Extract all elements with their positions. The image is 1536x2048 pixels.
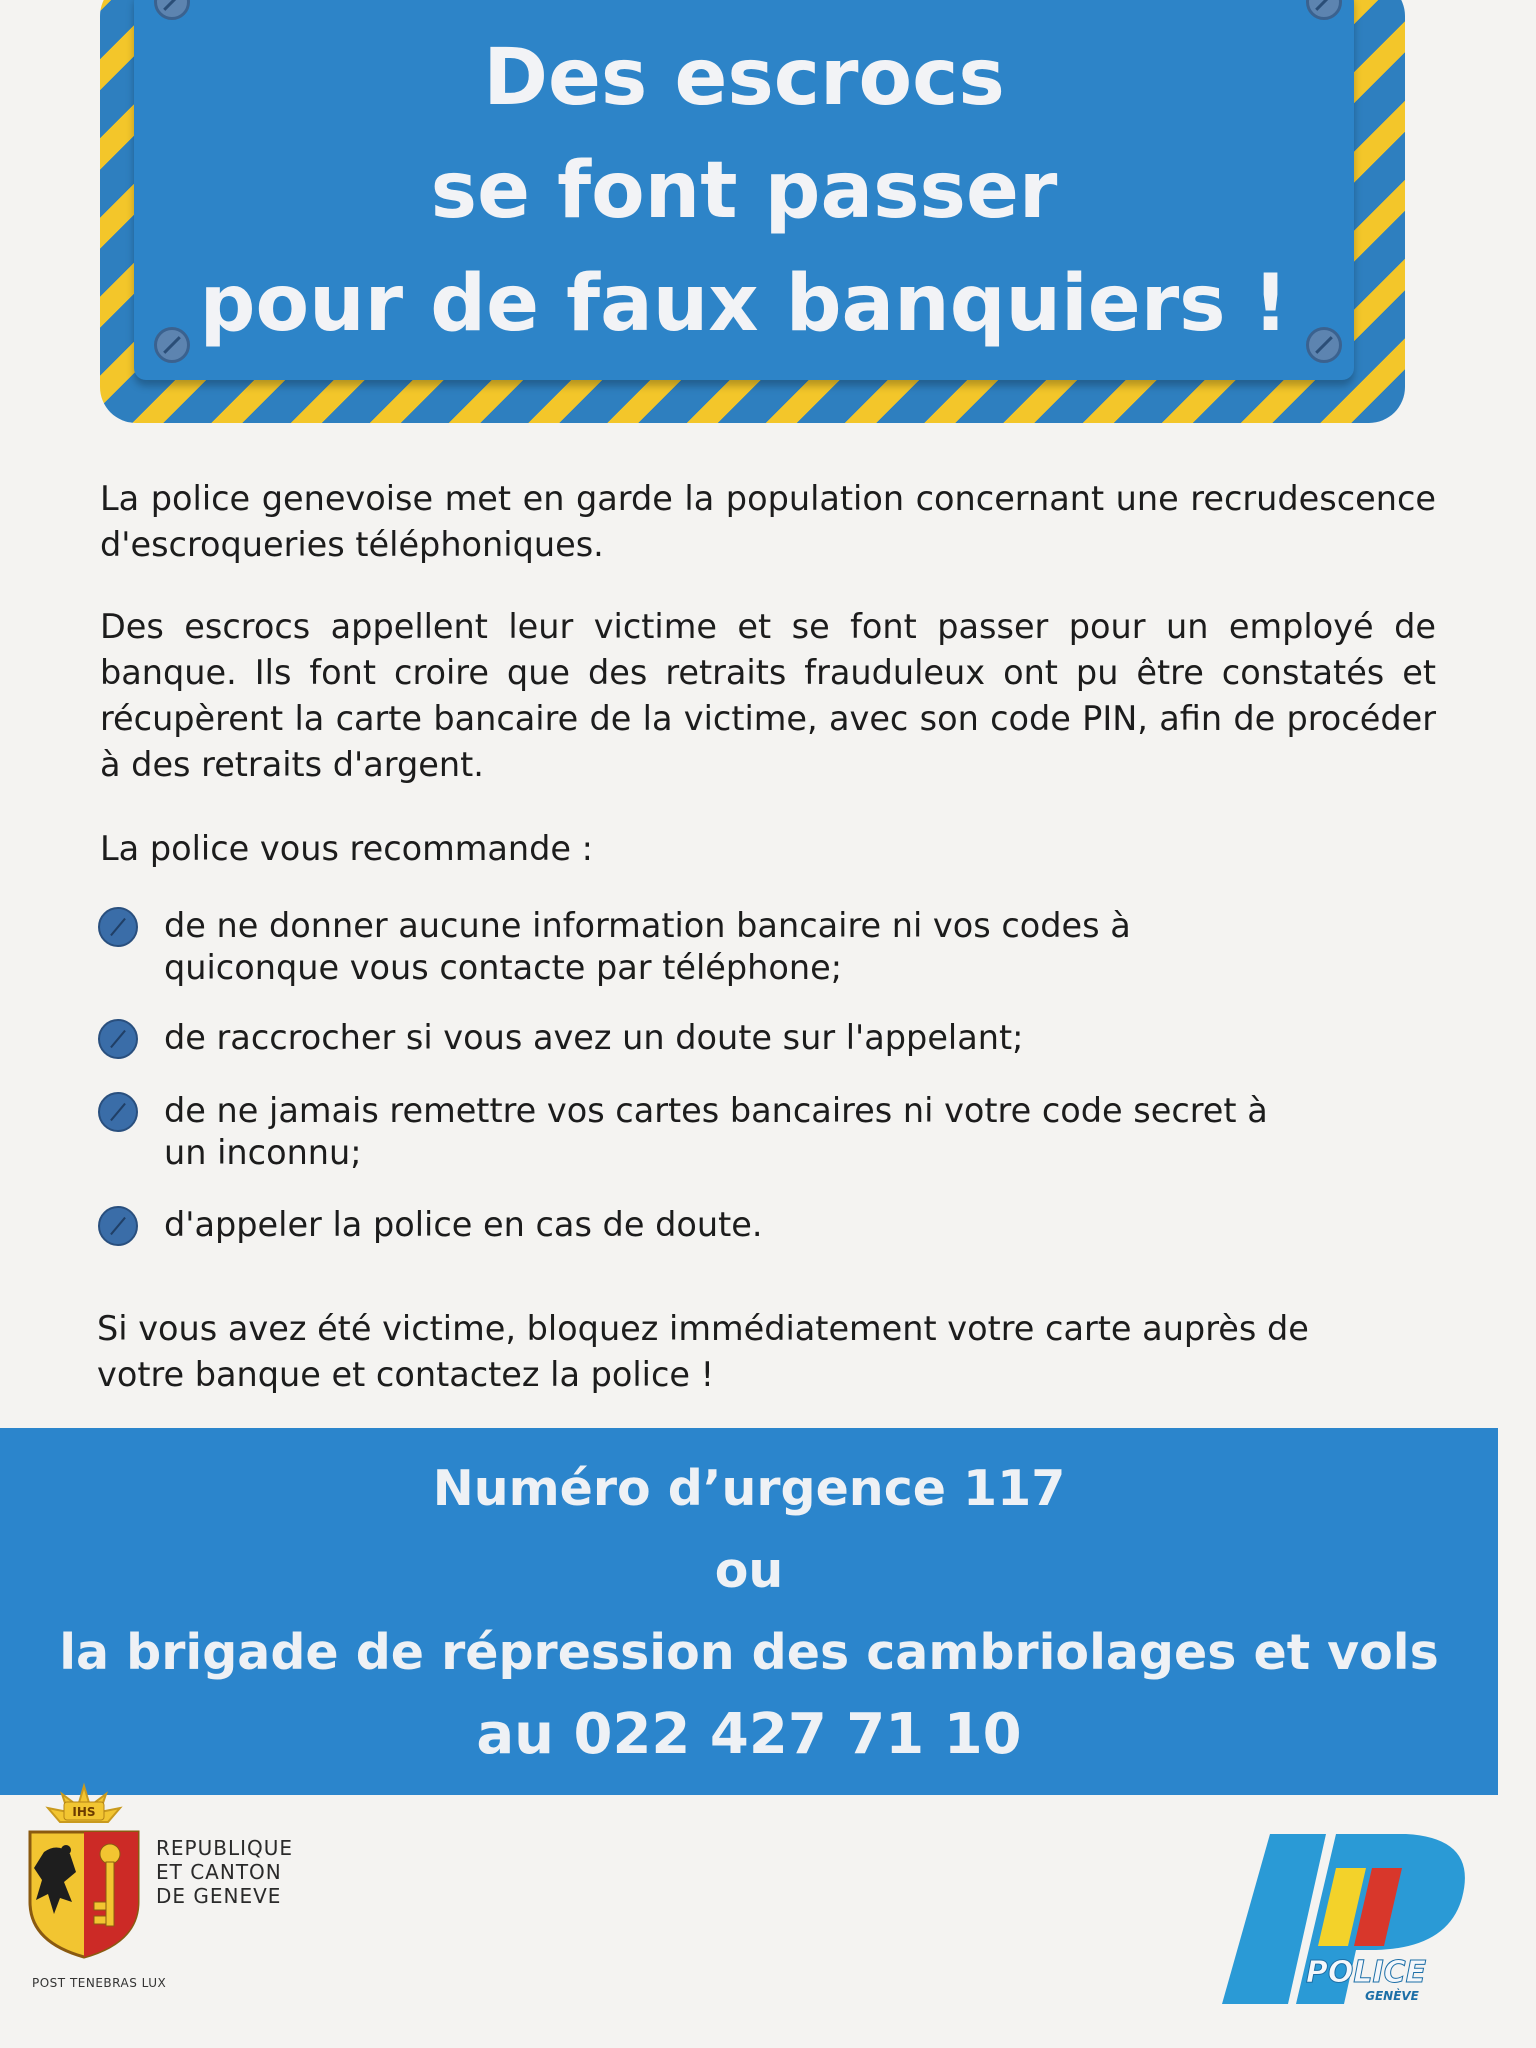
- list-item-text: d'appeler la police en cas de doute.: [164, 1205, 763, 1244]
- list-item: [98, 1017, 1398, 1059]
- list-item-text: de ne jamais remettre vos cartes bancaires ni votre code secret à un inconnu;: [164, 1091, 1268, 1172]
- recommendation-list: [98, 905, 1398, 1246]
- description-paragraph: Des escrocs appellent leur victime et se font passer pour un employé de banque. Ils font croire que des retraits frauduleux ont pu être constatés et récupèrent la carte bancaire de la victime, avec son code PIN, afin de procéder à des retraits d'argent.: [100, 607, 1436, 784]
- warning-banner: [134, 0, 1354, 380]
- banner-title: [200, 10, 1289, 361]
- screw-icon: [1306, 327, 1342, 363]
- svg-text:IHS: IHS: [72, 1805, 96, 1819]
- bullet-icon: [98, 1092, 138, 1132]
- banner-title-line-2: se font passer: [430, 145, 1058, 236]
- banner-title-line-1: Des escrocs: [483, 32, 1005, 123]
- geneva-name-line-3: DE GENEVE: [156, 1884, 282, 1908]
- list-item-text: de raccrocher si vous avez un doute sur l'appelant;: [164, 1018, 1024, 1057]
- contact-band: [0, 1428, 1498, 1795]
- recommendation-heading: La police vous recommande :: [100, 829, 593, 868]
- banner-title-line-3: pour de faux banquiers !: [199, 258, 1289, 349]
- bullet-icon: [98, 1206, 138, 1246]
- geneva-crest-icon: [24, 1782, 144, 1962]
- brigade-phone: au 022 427 71 10: [476, 1701, 1022, 1767]
- svg-text:GENÈVE: GENÈVE: [1365, 1989, 1419, 2003]
- list-item: [98, 1204, 1398, 1246]
- screw-icon: [154, 327, 190, 363]
- geneva-name: [156, 1836, 293, 1908]
- geneva-name-line-2: ET CANTON: [156, 1860, 282, 1884]
- brigade-name: la brigade de répression des cambriolages et vols: [59, 1623, 1439, 1681]
- bullet-icon: [98, 907, 138, 947]
- geneva-name-line-1: REPUBLIQUE: [156, 1836, 294, 1860]
- contact-or: ou: [714, 1541, 784, 1599]
- emergency-number: Numéro d’urgence 117: [432, 1459, 1066, 1517]
- victim-advice-paragraph: Si vous avez été victime, bloquez immédiatement votre carte auprès de votre banque et contactez la police !: [97, 1309, 1309, 1394]
- bullet-icon: [98, 1019, 138, 1059]
- list-item: [98, 905, 1284, 989]
- list-item: [98, 1090, 1284, 1174]
- list-item-text: de ne donner aucune information bancaire ni vos codes à quiconque vous contacte par téléphone;: [164, 906, 1131, 987]
- police-logo-icon: [1216, 1828, 1476, 2008]
- svg-text:POLICE: POLICE: [1305, 1955, 1427, 1990]
- intro-paragraph: La police genevoise met en garde la population concernant une recrudescence d'escroqueries téléphoniques.: [100, 479, 1436, 564]
- geneva-motto: POST TENEBRAS LUX: [32, 1976, 167, 1990]
